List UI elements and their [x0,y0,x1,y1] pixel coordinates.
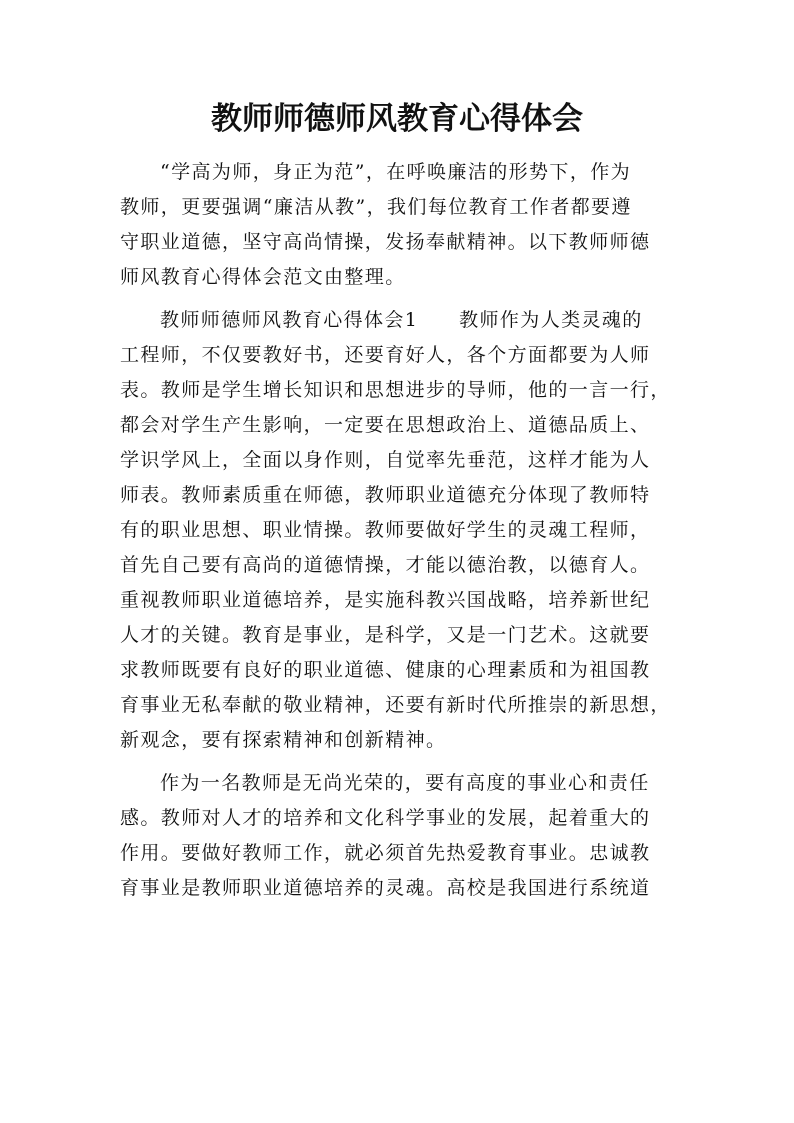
document-title: 教师师德师风教育心得体会 [211,101,583,137]
paragraph-1-line-2: 教师，更要强调“廉洁从教”，我们每位教育工作者都要遵 [120,196,632,218]
document-body [120,155,680,906]
paragraph-2-line-5: 学识学风上，全面以身作则，自觉率先垂范，这样才能为人 [120,449,651,472]
paragraph-gap [120,758,680,766]
paragraph-2-line-3: 表。教师是学生增长知识和思想进步的导师，他的一言一行， [120,379,671,402]
paragraph-3-line-3: 作用。要做好教师工作，就必须首先热爱教育事业。忠诚教 [120,842,651,865]
paragraph-2-line-1: 教师师德师风教育心得体会1 教师作为人类灵魂的 [160,309,643,332]
paragraph-2-line-9: 重视教师职业道德培养，是实施科教兴国战略，培养新世纪 [120,589,651,612]
paragraph-2-line-7: 有的职业思想、职业情操。教师要做好学生的灵魂工程师， [120,519,651,542]
paragraph-1-line-4: 师风教育心得体会范文由整理。 [120,266,406,288]
paragraph-3-line-4: 育事业是教师职业道德培养的灵魂。高校是我国进行系统道 [120,877,651,900]
paragraph-2-line-6: 师表。教师素质重在师德，教师职业道德充分体现了教师特 [120,484,651,507]
paragraph-2-line-4: 都会对学生产生影响，一定要在思想政治上、道德品质上、 [120,414,651,437]
paragraph-1-line-1: “学高为师，身正为范”，在呼唤廉洁的形势下，作为 [160,161,632,183]
paragraph-2-line-12: 育事业无私奉献的敬业精神，还要有新时代所推崇的新思想， [120,694,671,717]
paragraph-3-line-2: 感。教师对人才的培养和文化科学事业的发展，起着重大的 [120,807,651,830]
paragraph-2-line-8: 首先自己要有高尚的道德情操，才能以德治教，以德育人。 [120,554,651,577]
paragraph-3-line-1: 作为一名教师是无尚光荣的，要有高度的事业心和责任 [160,772,650,795]
paragraph-2-line-13: 新观念，要有探索精神和创新精神。 [120,729,447,752]
paragraph-gap [120,295,680,303]
paragraph-2-line-11: 求教师既要有良好的职业道德、健康的心理素质和为祖国教 [120,659,651,682]
paragraph-2-line-2: 工程师，不仅要教好书，还要育好人，各个方面都要为人师 [120,344,651,367]
paragraph-2-line-10: 人才的关键。教育是事业，是科学，又是一门艺术。这就要 [120,624,651,647]
paragraph-1-line-3: 守职业道德，坚守高尚情操，发扬奉献精神。以下教师师德 [120,231,651,253]
